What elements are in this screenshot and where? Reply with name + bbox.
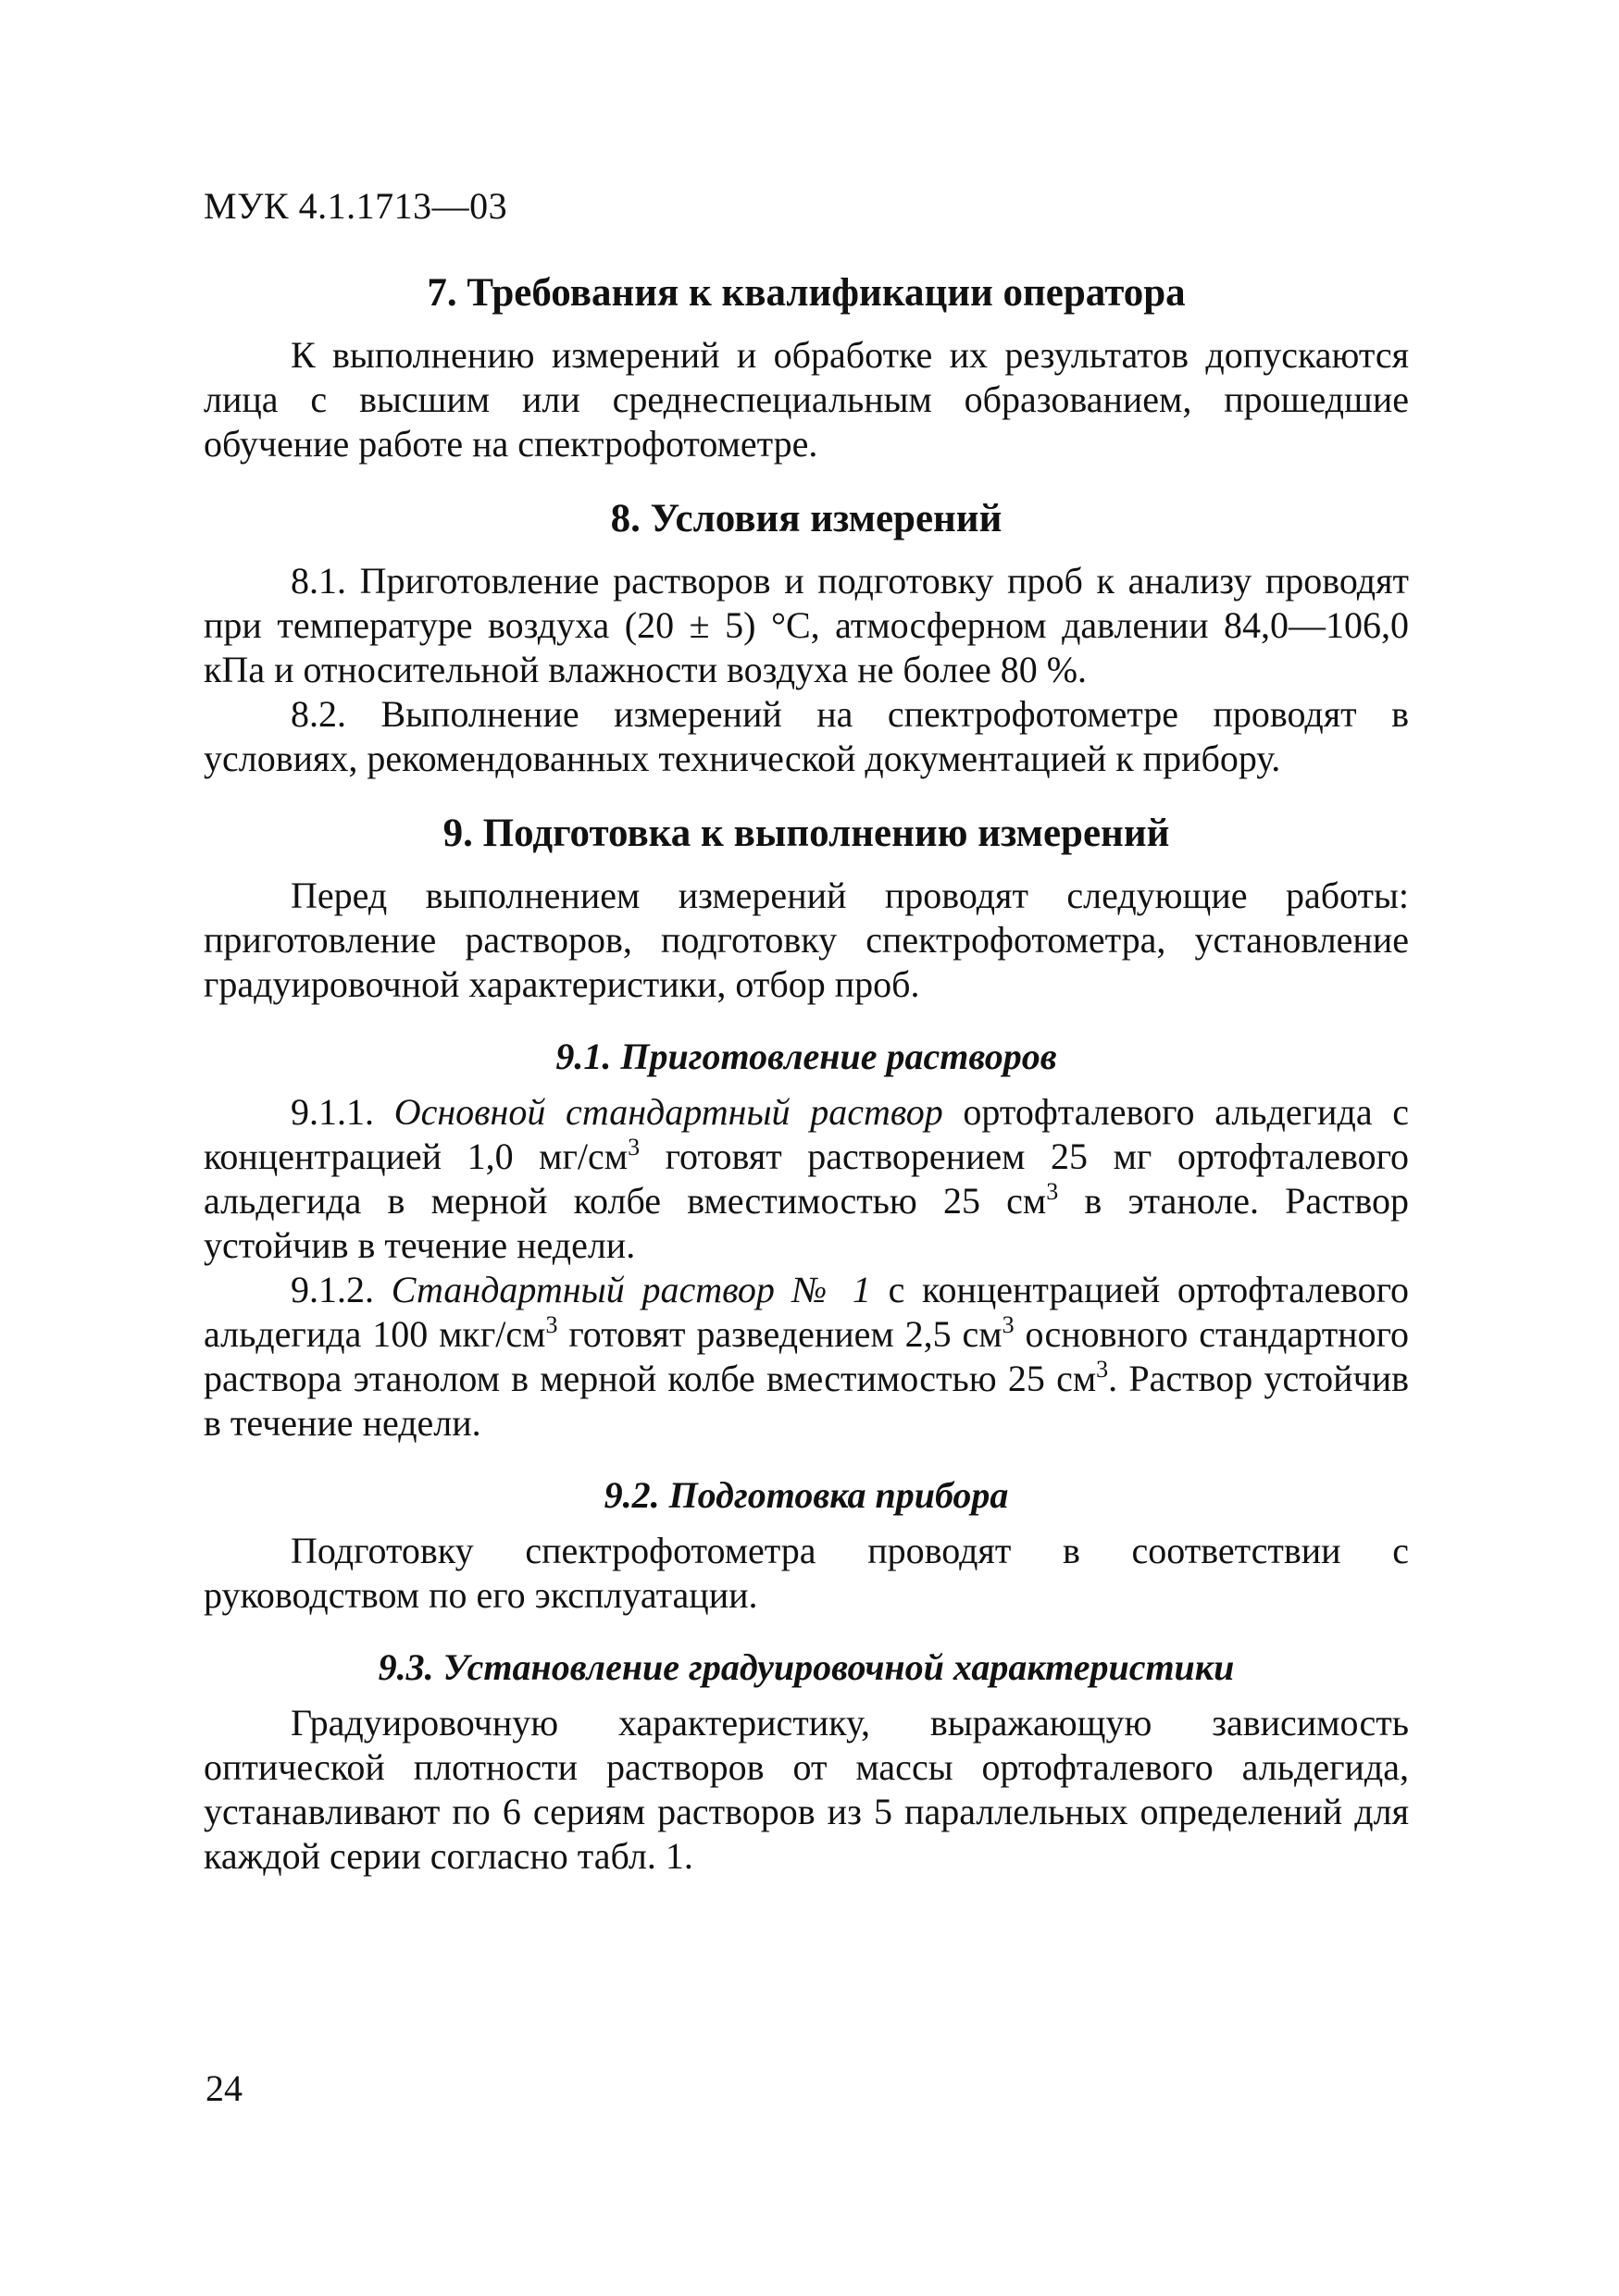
term-main-standard-solution: Основной стандартный раствор	[393, 1091, 943, 1133]
superscript: 3	[628, 1134, 641, 1160]
section-9-title: 9. Подготовка к выполнению измерений	[442, 812, 1170, 855]
superscript: 3	[1096, 1356, 1109, 1383]
section-9-1-1-paragraph: 9.1.1. Основной стандартный раствор ортофталевого альдегида с концентрацией 1,0 $мг/см^3$ готовят растворением 25 мг ортофталевого альдегида в мерной колбе вместимостью 25 $см^3$ в этаноле. Раствор устойчив в течение недели.	[204, 1091, 1410, 1266]
superscript: 3	[1002, 1311, 1015, 1338]
superscript: 3	[1046, 1178, 1059, 1205]
subsection-9-1-title: 9.1. Приготовление растворов	[555, 1036, 1057, 1077]
section-8-2-paragraph: 8.2. Выполнение измерений на спектрофотометре проводят в условиях, рекомендованных технической документацией к прибору.	[204, 693, 1409, 779]
clause-number: 9.1.1.	[291, 1091, 374, 1133]
term-standard-solution-1: Стандартный раствор № 1	[391, 1269, 871, 1310]
section-7-title: 7. Требования к квалификации оператора	[427, 271, 1186, 315]
section-9-1-2-paragraph: 9.1.2. Стандартный раствор № 1 с концентрацией ортофталевого альдегида 100 мкг/$см^3$ готовят разведением 2,5 $см^3$ основного стандартного раствора этанолом в мерной колбе вместимостью 25 $см^3$. Раствор устойчив в течение недели.	[204, 1269, 1410, 1444]
section-7-paragraph: К выполнению измерений и обработке их результатов допускаются лица с высшим или среднеспециальным образованием, прошедшие обучение работе на спектрофотометре.	[204, 334, 1409, 465]
section-8-1-paragraph: 8.1. Приготовление растворов и подготовку проб к анализу проводят при температуре воздуха (20 ± 5) °С, атмосферном давлении 84,0—106,0 кПа и относительной влажности воздуха не более 80 %.	[204, 560, 1409, 690]
document-code: МУК 4.1.1713—03	[204, 185, 508, 227]
page-content	[204, 270, 1409, 1879]
subsection-9-3-title: 9.3. Установление градуировочной характеристики	[378, 1646, 1235, 1688]
clause-number: 9.1.2.	[291, 1269, 374, 1310]
superscript: 3	[545, 1311, 558, 1338]
section-8-title: 8. Условия измерений	[610, 497, 1003, 540]
section-9-paragraph: Перед выполнением измерений проводят следующие работы: приготовление растворов, подготовку спектрофотометра, установление градуировочной характеристики, отбор проб.	[204, 875, 1409, 1005]
page-number: 24	[205, 2067, 243, 2109]
section-9-2-paragraph: Подготовку спектрофотометра проводят в соответствии с руководством по его эксплуатации.	[204, 1530, 1409, 1616]
subsection-9-2-title: 9.2. Подготовка прибора	[604, 1474, 1009, 1516]
section-9-3-paragraph: Градуировочную характеристику, выражающую зависимость оптической плотности растворов от массы ортофталевого альдегида, устанавливают по 6 сериям растворов из 5 параллельных определений для каждой серии согласно табл. 1.	[204, 1702, 1409, 1877]
